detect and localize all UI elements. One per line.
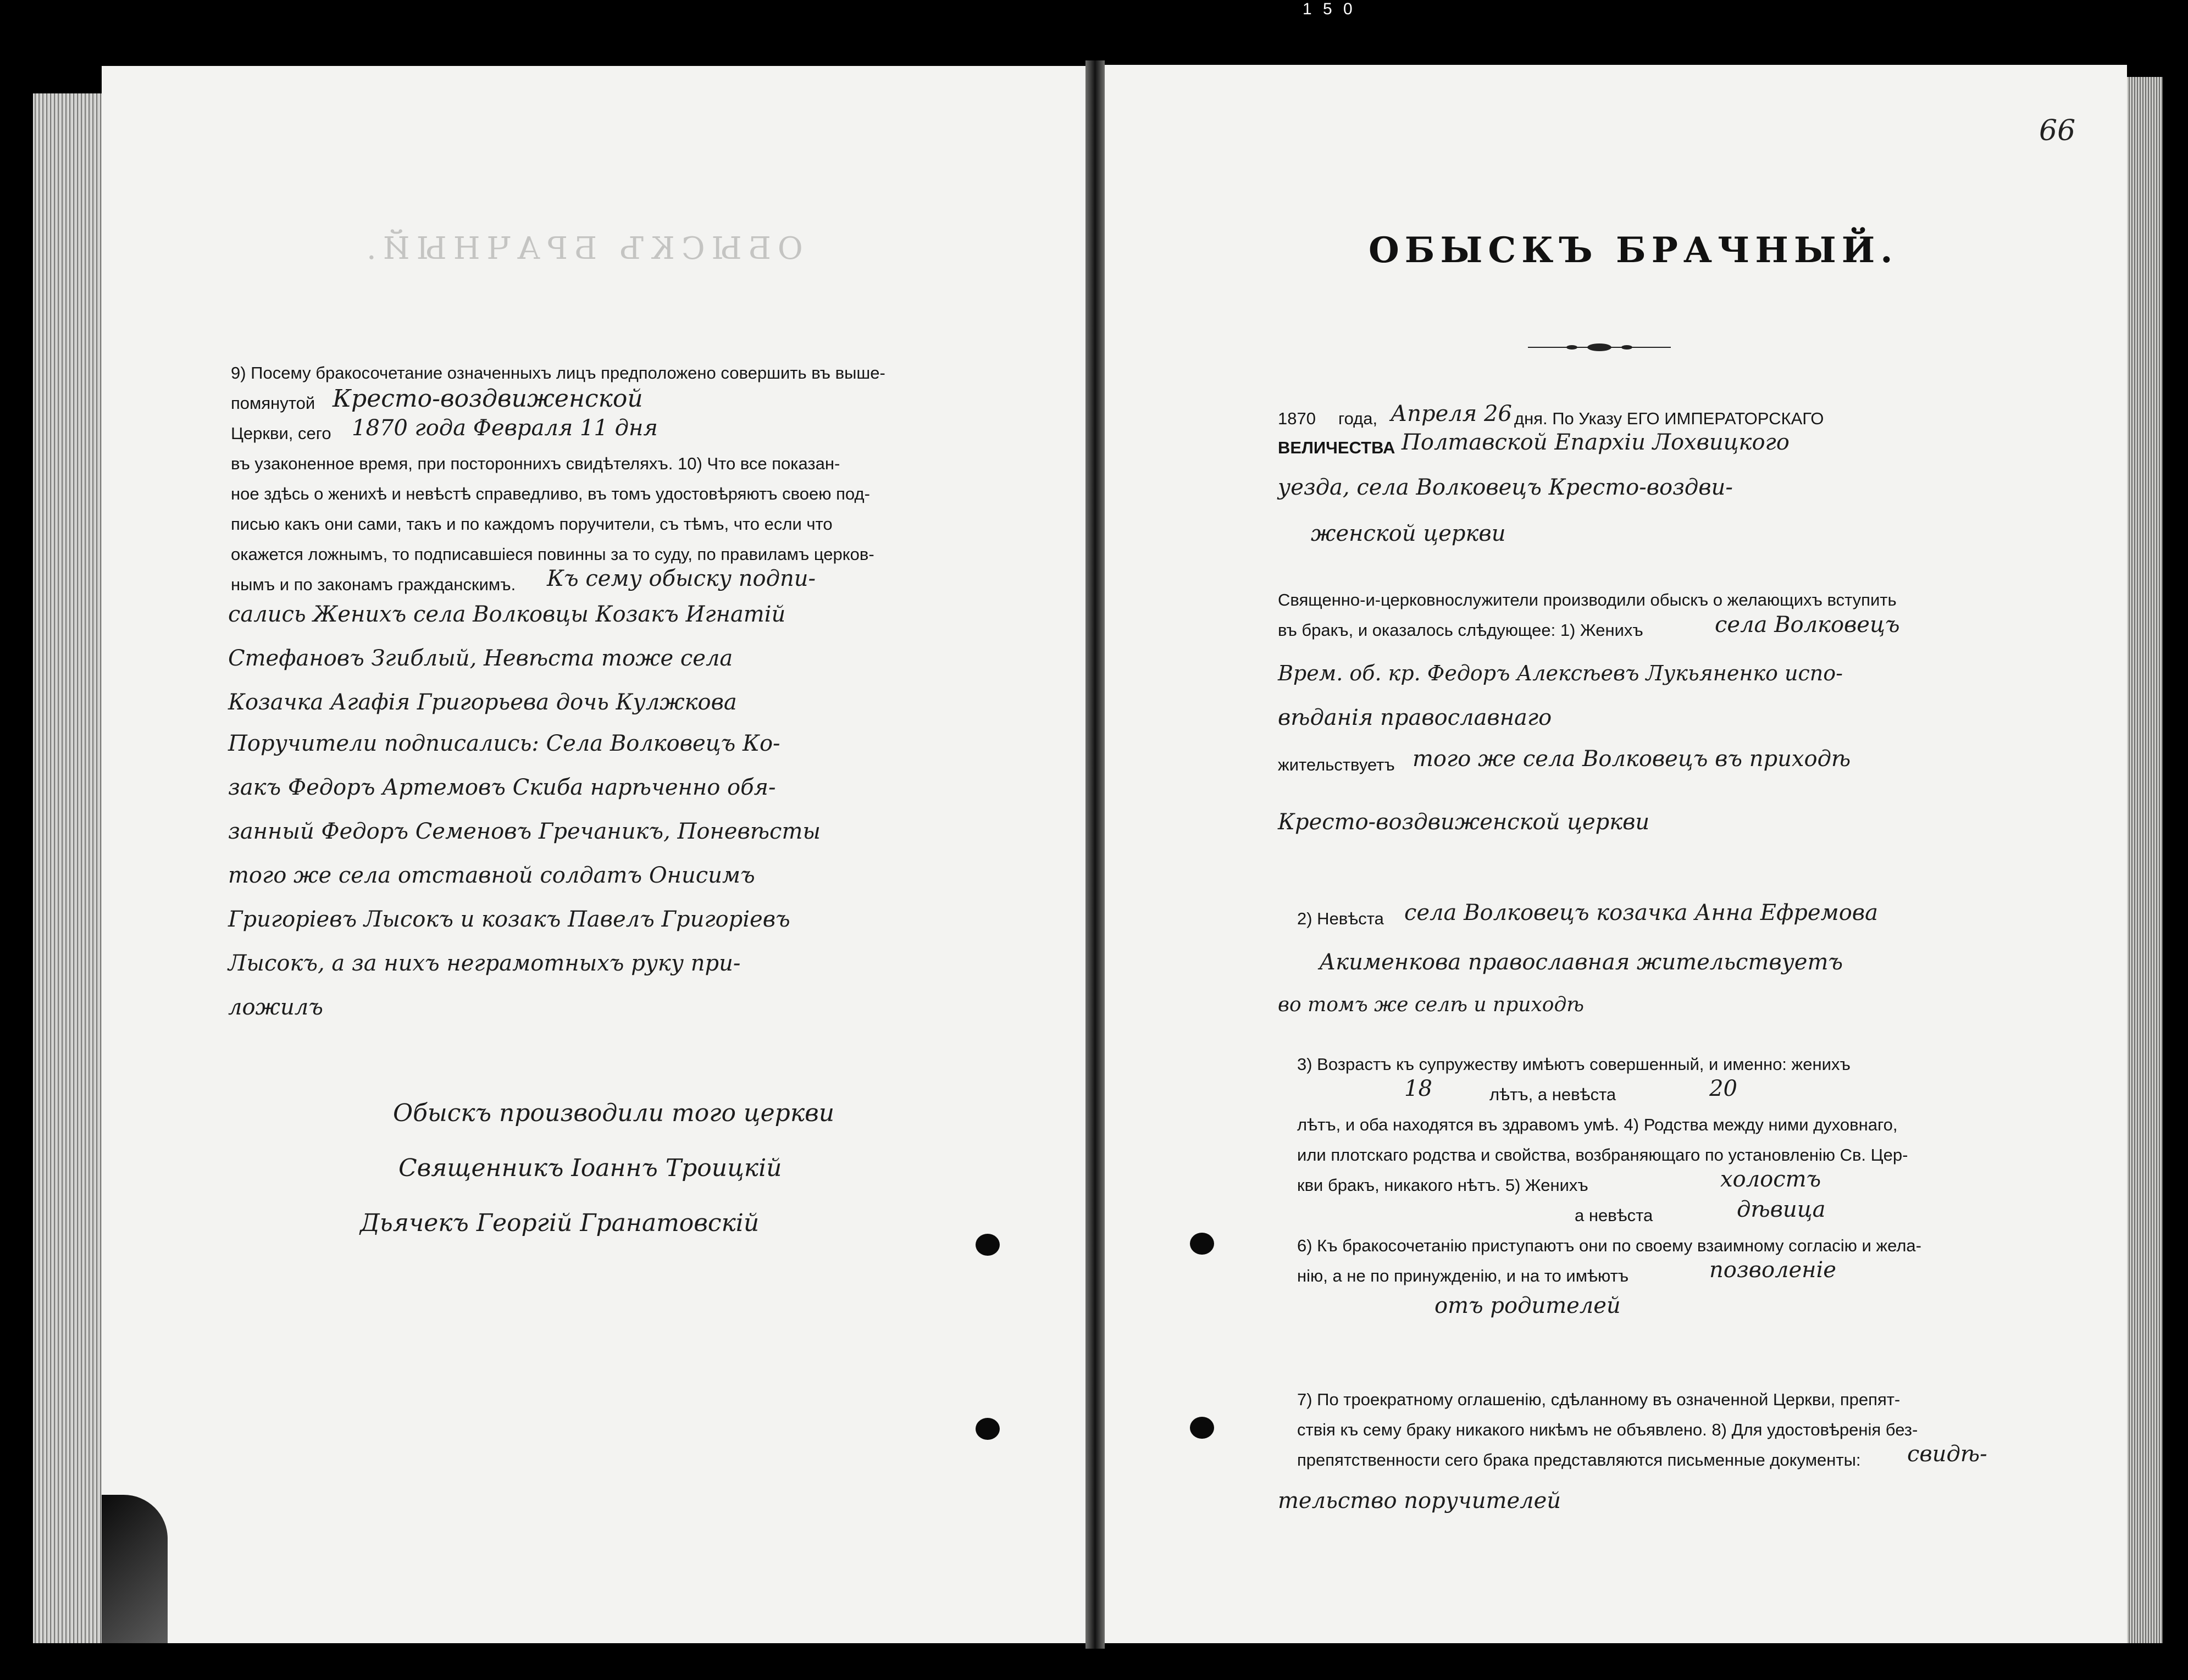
handwritten-consent: позволенiе [1709, 1257, 1836, 1283]
signature-line: Обыскъ производили того церкви [393, 1099, 835, 1127]
handwritten-line: Стефановъ Згиблый, Невѣста тоже села [228, 646, 733, 671]
handwritten-groom: Врем. об. кр. Федоръ Алексѣевъ Лукьяненко испо- [1278, 661, 1843, 685]
printed-line: лѣтъ, и оба находятся въ здравомъ умѣ. 4) Родства между ними духовнаго, [1297, 1115, 1898, 1134]
page-title: ОБЫСКЪ БРАЧНЫЙ. [1369, 230, 1898, 271]
printed-line: Священно-и-церковнослужители производили обыскъ о желающихъ вступить [1278, 590, 1897, 609]
printed-line: а невѣста [1575, 1206, 1653, 1225]
left-page [102, 66, 1085, 1643]
handwritten-groom: того же села Волковецъ въ приходѣ [1412, 746, 1851, 772]
archive-top-mark: 1 5 0 [1303, 0, 1356, 18]
printed-line: кви бракъ, никакого нѣтъ. 5) Женихъ [1297, 1176, 1588, 1195]
signature-priest: Священникъ Iоаннъ Троицкiй [398, 1154, 782, 1182]
right-page [1105, 65, 2127, 1643]
handwritten-line: женской церкви [1311, 521, 1506, 546]
handwritten-bride: Акименкова православная жительствуетъ [1319, 950, 1843, 975]
book-edge-left [33, 93, 102, 1643]
printed-line: ВЕЛИЧЕСТВА [1278, 438, 1395, 457]
handwritten-line: Козачка Агафiя Григорьева дочь Кулжкова [228, 690, 737, 715]
printed-line: дня. По Указу ЕГО ИМПЕРАТОРСКАГО [1514, 409, 1824, 428]
binding-hole [976, 1234, 1000, 1256]
age-bride: 20 [1709, 1076, 1737, 1101]
printed-line: 9) Посему бракосочетание означенныхъ лицъ предположено совершить въ выше- [231, 363, 885, 382]
printed-line: нію, а не по принужденію, и на то имѣютъ [1297, 1266, 1629, 1285]
printed-line: нымъ и по законамъ гражданскимъ. [231, 575, 516, 594]
printed-line: препятственности сего брака представляются письменные документы: [1297, 1450, 1861, 1470]
printed-line: Церкви, сего [231, 424, 331, 443]
signature-deacon: Дьячекъ Георгiй Гранатовскiй [360, 1209, 760, 1237]
handwritten-church: Кресто-воздвиженской [333, 385, 643, 413]
printed-line: ствія къ сему браку никакого никѣмъ не объявлено. 8) Для удостовѣренія без- [1297, 1420, 1918, 1439]
handwritten-line: Полтавской Епархiи Лохвицкого [1402, 430, 1790, 455]
handwritten-line: Григорiевъ Лысокъ и козакъ Павелъ Григорiевъ [228, 907, 790, 932]
bride-status: дѣвица [1737, 1197, 1826, 1222]
folio-number: 66 [2039, 114, 2076, 147]
handwritten-groom: Кресто-воздвиженской церкви [1278, 809, 1650, 835]
printed-line: или плотскаго родства и свойства, возбраняющаго по установленію Св. Цер- [1297, 1145, 1908, 1165]
printed-item-6: 6) Къ бракосочетанію приступаютъ они по своему взаимному согласію и жела- [1297, 1236, 1921, 1255]
printed-line: въ узаконенное время, при постороннихъ свидѣтеляхъ. 10) Что все показан- [231, 454, 840, 473]
handwritten-documents: тельство поручителей [1278, 1488, 1561, 1513]
binding-hole [1190, 1233, 1214, 1255]
printed-line: жительствуетъ [1278, 755, 1395, 774]
binding-hole [976, 1418, 1000, 1440]
handwritten-line: Къ сему обыску подпи- [547, 566, 816, 591]
groom-status: холостъ [1720, 1167, 1821, 1192]
printed-year: 1870 [1278, 409, 1316, 428]
printed-item-2: 2) Невѣста [1297, 909, 1384, 928]
handwritten-date: Апреля 26 [1391, 401, 1512, 426]
book-gutter [1085, 60, 1105, 1649]
handwritten-line: занный Федоръ Семеновъ Гречаникъ, Поневѣсты [228, 819, 821, 844]
title-ornament [1528, 342, 1671, 352]
printed-line: помянутой [231, 393, 315, 413]
handwritten-line: закъ Федоръ Артемовъ Скиба нарѣченно обя- [228, 775, 776, 800]
handwritten-bride: во томъ же селѣ и приходѣ [1278, 994, 1585, 1016]
printed-goda: года, [1338, 409, 1378, 428]
handwritten-consent: отъ родителей [1434, 1293, 1621, 1318]
handwritten-line: ложилъ [228, 995, 323, 1020]
thumb-shadow [102, 1495, 168, 1643]
handwritten-date: 1870 года Февраля 11 дня [352, 415, 658, 441]
printed-line: въ бракъ, и оказалось слѣдующее: 1) Женихъ [1278, 620, 1643, 640]
handwritten-groom: села Волковецъ [1715, 612, 1900, 637]
handwritten-bride: села Волковецъ козачка Анна Ефремова [1404, 900, 1878, 925]
handwritten-line: Поручители подписались: Села Волковецъ Ко- [228, 731, 780, 756]
handwritten-line: того же села отставной солдатъ Онисимъ [228, 863, 755, 888]
handwritten-documents: свидѣ- [1907, 1441, 1987, 1467]
printed-item-7: 7) По троекратному оглашенію, сдѣланному въ означенной Церкви, препят- [1297, 1390, 1901, 1409]
book-edge-right [2127, 77, 2163, 1643]
bleed-through-title: ОБЫСКЪ БРАЧНЫЙ. [360, 231, 803, 267]
handwritten-line: Лысокъ, а за нихъ неграмотныхъ руку при- [228, 951, 741, 976]
binding-hole [1190, 1417, 1214, 1439]
printed-item-3: 3) Возрастъ къ супружеству имѣютъ совершенный, и именно: женихъ [1297, 1055, 1851, 1074]
printed-line: ное здѣсь о женихѣ и невѣстѣ справедливо, въ томъ удостовѣряютъ своею под- [231, 484, 870, 503]
printed-line: писью какъ они сами, такъ и по каждомъ поручители, съ тѣмъ, что если что [231, 514, 833, 534]
handwritten-line: сались Женихъ села Волковцы Козакъ Игнатiй [228, 602, 786, 627]
handwritten-groom: вѣданiя православнаго [1278, 705, 1552, 730]
printed-line: лѣтъ, а невѣста [1489, 1085, 1616, 1104]
handwritten-line: уезда, села Волковецъ Кресто-воздви- [1278, 475, 1733, 500]
printed-line: окажется ложнымъ, то подписавшіеся повинны за то суду, по правиламъ церков- [231, 545, 874, 564]
age-groom: 18 [1404, 1076, 1432, 1101]
